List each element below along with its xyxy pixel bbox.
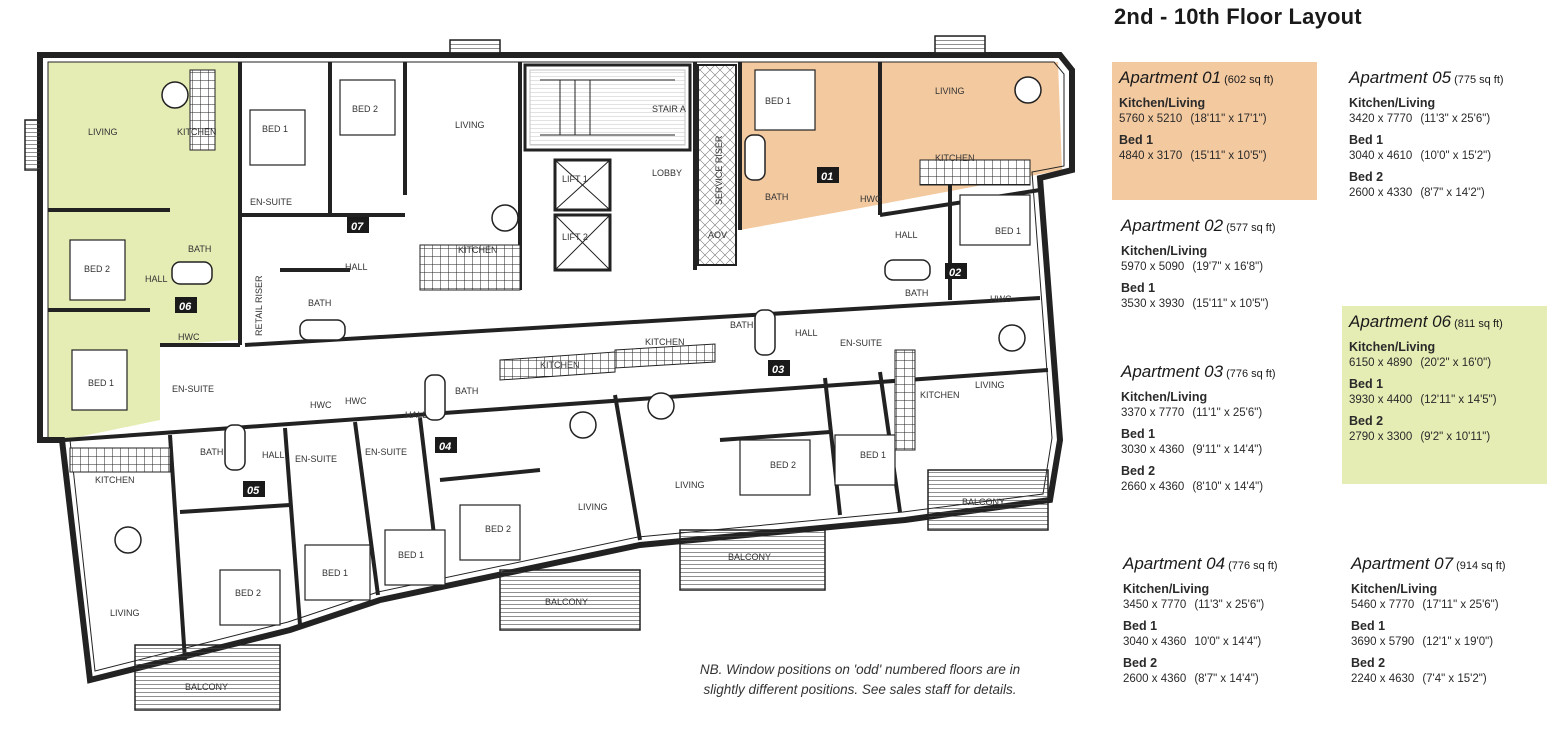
room-spec [1121,281,1313,310]
room-imperial: (12'11" x 14'5") [1420,394,1497,406]
room-spec [1349,340,1541,369]
room-spec [1349,414,1541,443]
room-label: EN-SUITE [250,197,293,207]
room-name: Kitchen/Living [1349,96,1436,110]
room-name: Kitchen/Living [1123,582,1210,596]
room-imperial: (11'1" x 25'6") [1192,407,1263,419]
room-name: Bed 2 [1349,414,1384,428]
apartment-area: (775 sq ft) [1454,74,1504,86]
room-label: BED 1 [765,96,792,106]
room-metric: 3420 x 7770 [1349,113,1413,125]
room-imperial: (12'1" x 19'0") [1422,636,1494,648]
svg-text:01: 01 [821,171,834,183]
room-label: HALL [895,230,918,240]
room-imperial: 10'0" x 14'4") [1194,636,1262,648]
room-name: Bed 1 [1349,377,1384,391]
room-label: AOV [708,230,728,240]
room-imperial: (8'7" x 14'4") [1194,673,1259,685]
room-imperial: (8'7" x 14'2") [1420,187,1485,199]
room-imperial: (19'7" x 16'8") [1192,261,1264,273]
room-name: Bed 1 [1123,619,1158,633]
layout-title: 2nd - 10th Floor Layout [1114,4,1362,29]
room-label: BATH [455,386,479,396]
room-spec [1123,619,1315,648]
room-label: KITCHEN [540,360,580,370]
room-imperial: (10'0" x 15'2") [1420,150,1492,162]
room-label: BED 2 [770,460,797,470]
room-imperial: (20'2" x 16'0") [1420,357,1492,369]
room-label: BED 1 [322,568,349,578]
room-imperial: (11'3" x 25'6") [1194,599,1265,611]
room-name: Bed 2 [1351,656,1386,670]
unit-number-05 [243,481,265,497]
room-label: HWC [345,396,367,406]
room-metric: 2600 x 4330 [1349,187,1413,199]
room-label: EN-SUITE [172,384,215,394]
room-label: BALCONY [545,597,589,607]
room-spec [1349,96,1541,125]
room-label: HALL [262,450,285,460]
apartment-01-spec [1112,62,1317,200]
room-metric: 5970 x 5090 [1121,261,1185,273]
room-imperial: (9'2" x 10'11") [1420,431,1491,443]
room-label: EN-SUITE [840,338,883,348]
room-metric: 3930 x 4400 [1349,394,1413,406]
room-name: Kitchen/Living [1351,582,1438,596]
room-metric: 3040 x 4610 [1349,150,1413,162]
room-label: HALL [405,410,428,420]
room-label: EN-SUITE [365,447,408,457]
room-name: Kitchen/Living [1349,340,1436,354]
room-imperial: (17'11" x 25'6") [1422,599,1499,611]
room-name: Bed 1 [1351,619,1386,633]
room-label: KITCHEN [458,245,498,255]
room-name: Bed 1 [1119,133,1154,147]
room-label: BED 2 [84,264,111,274]
apartment-name: Apartment 06 [1349,312,1452,331]
room-imperial: (11'3" x 25'6") [1420,113,1491,125]
unit-number-03 [768,360,790,376]
room-label: LIVING [578,502,608,512]
apartment-name: Apartment 07 [1351,554,1454,573]
room-name: Kitchen/Living [1121,390,1208,404]
room-spec [1123,656,1315,685]
room-label: KITCHEN [645,337,685,347]
apartment-03-spec [1114,356,1319,501]
window-note [660,660,1060,700]
room-label: HWC [990,294,1012,304]
room-label: EN-SUITE [295,454,338,464]
room-label: BATH [905,288,929,298]
room-label: LIVING [975,380,1005,390]
room-label: LIVING [455,120,485,130]
room-label: HALL [795,328,818,338]
room-label: LIFT 1 [562,174,588,184]
room-metric: 5460 x 7770 [1351,599,1415,611]
unit-number-01 [817,167,839,183]
note-line: slightly different positions. See sales staff for details. [703,682,1017,697]
room-spec [1123,582,1315,611]
room-label: BED 2 [485,524,512,534]
room-metric: 3690 x 5790 [1351,636,1415,648]
room-label: KITCHEN [177,127,217,137]
room-metric: 3030 x 4360 [1121,444,1185,456]
svg-text:03: 03 [772,364,785,376]
room-name: Bed 1 [1349,133,1384,147]
room-label: BED 2 [235,588,262,598]
room-label: BED 1 [995,226,1022,236]
room-label: BED 2 [352,104,379,114]
room-metric: 4840 x 3170 [1119,150,1183,162]
room-metric: 2660 x 4360 [1121,481,1185,493]
room-metric: 2790 x 3300 [1349,431,1413,443]
room-label: BALCONY [962,497,1006,507]
apartment-area: (914 sq ft) [1456,560,1506,572]
room-metric: 3370 x 7770 [1121,407,1185,419]
room-label: LIVING [675,480,705,490]
room-imperial: (9'11" x 14'4") [1192,444,1263,456]
room-spec [1349,377,1541,406]
room-label: LIFT 2 [562,232,588,242]
room-imperial: (15'11" x 10'5") [1192,298,1269,310]
apartment-04-spec [1116,548,1321,693]
room-label: BED 1 [88,378,115,388]
room-name: Bed 1 [1121,427,1156,441]
apartment-02-spec [1114,210,1319,318]
apartment-name: Apartment 03 [1121,362,1224,381]
note-line: NB. Window positions on 'odd' numbered floors are in [699,662,1021,677]
svg-text:06: 06 [179,301,192,313]
room-metric: 2600 x 4360 [1123,673,1187,685]
room-label: KITCHEN [95,475,135,485]
room-spec [1119,96,1311,125]
room-spec [1351,656,1543,685]
room-label: BED 1 [262,124,289,134]
room-label: BALCONY [185,682,229,692]
apartment-area: (577 sq ft) [1226,222,1276,234]
room-label: BATH [765,192,789,202]
svg-text:02: 02 [949,267,962,279]
room-label: BATH [730,320,754,330]
room-spec [1121,464,1313,493]
unit-number-06 [175,297,197,313]
room-spec [1119,133,1311,162]
room-name: Bed 2 [1123,656,1158,670]
room-name: Bed 2 [1349,170,1384,184]
apartment-area: (776 sq ft) [1226,368,1276,380]
apartment-name: Apartment 05 [1349,68,1452,87]
room-label: BALCONY [728,552,772,562]
room-imperial: (15'11" x 10'5") [1190,150,1267,162]
room-metric: 2240 x 4630 [1351,673,1415,685]
room-spec [1349,170,1541,199]
room-metric: 3450 x 7770 [1123,599,1187,611]
room-spec [1351,619,1543,648]
svg-text:04: 04 [439,441,452,453]
room-label: SERVICE RISER [714,135,724,205]
unit-number-02 [945,263,967,279]
room-label: HWC [860,194,882,204]
room-imperial: (8'10" x 14'4") [1192,481,1264,493]
room-label: BATH [188,244,212,254]
room-label: KITCHEN [920,390,960,400]
apartment-05-spec [1342,62,1547,207]
apartment-07-spec [1344,548,1549,693]
room-label: LIVING [110,608,140,618]
stair-lift-core [525,65,736,270]
room-name: Kitchen/Living [1119,96,1206,110]
room-name: Bed 1 [1121,281,1156,295]
room-label: RETAIL RISER [254,275,264,336]
room-spec [1121,244,1313,273]
unit-number-07 [347,217,369,233]
room-label: HWC [310,400,332,410]
room-metric: 3040 x 4360 [1123,636,1187,648]
room-label: STAIR A [652,104,686,114]
room-label: LOBBY [652,168,683,178]
apartment-area: (776 sq ft) [1228,560,1278,572]
room-label: HWC [178,332,200,342]
apartment-name: Apartment 01 [1119,68,1222,87]
room-metric: 6150 x 4890 [1349,357,1413,369]
room-label: BED 1 [398,550,425,560]
room-label: BATH [308,298,332,308]
room-label: KITCHEN [935,153,975,163]
room-label: HALL [145,274,168,284]
room-spec [1121,427,1313,456]
room-label: HALL [345,262,368,272]
room-label: BATH [200,447,224,457]
unit-number-04 [435,437,457,453]
apartment-name: Apartment 04 [1123,554,1226,573]
svg-text:05: 05 [247,485,260,497]
apartment-area: (602 sq ft) [1224,74,1274,86]
apartment-06-spec [1342,306,1547,484]
apartment-name: Apartment 02 [1121,216,1224,235]
room-imperial: (7'4" x 15'2") [1422,673,1487,685]
room-metric: 5760 x 5210 [1119,113,1183,125]
svg-text:07: 07 [351,221,364,233]
room-spec [1121,390,1313,419]
room-spec [1349,133,1541,162]
apartment-area: (811 sq ft) [1454,318,1503,330]
room-label: BED 1 [860,450,887,460]
room-name: Bed 2 [1121,464,1156,478]
room-spec [1351,582,1543,611]
room-imperial: (18'11" x 17'1") [1190,113,1267,125]
room-name: Kitchen/Living [1121,244,1208,258]
room-label: LIVING [935,86,965,96]
room-metric: 3530 x 3930 [1121,298,1185,310]
room-label: LIVING [88,127,118,137]
